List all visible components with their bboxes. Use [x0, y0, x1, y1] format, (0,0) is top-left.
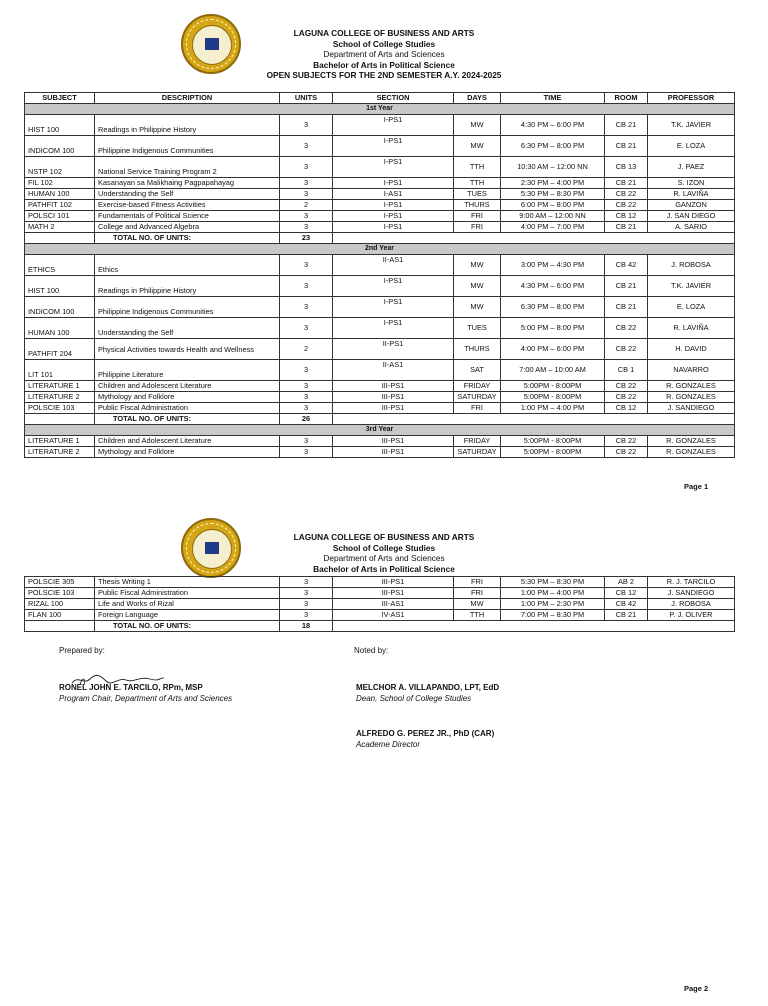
room-cell: CB 42 [605, 599, 648, 610]
time-cell: 1:00 PM – 4:00 PM [501, 403, 605, 414]
days-cell: FRI [454, 211, 501, 222]
time-cell: 4:30 PM – 6:00 PM [501, 276, 605, 297]
room-cell: CB 22 [605, 436, 648, 447]
description-cell: Mythology and Folklore [95, 392, 280, 403]
days-cell: FRIDAY [454, 381, 501, 392]
table-row [25, 255, 735, 276]
table-row [25, 222, 735, 233]
description-cell: Children and Adolescent Literature [95, 436, 280, 447]
room-cell: CB 22 [605, 447, 648, 458]
units-cell: 3 [280, 403, 333, 414]
table-header-row [25, 93, 735, 104]
time-cell: 6:30 PM – 8:00 PM [501, 297, 605, 318]
director-block [356, 729, 494, 750]
subject-cell: POLSCIE 103 [25, 588, 95, 599]
section-cell: III-PS1 [333, 588, 454, 599]
units-cell: 3 [280, 136, 333, 157]
days-cell: FRI [454, 222, 501, 233]
days-cell: SAT [454, 360, 501, 381]
professor-cell: R. LAVIÑA [648, 318, 735, 339]
subject-cell: PATHFIT 204 [25, 339, 95, 360]
units-cell: 3 [280, 255, 333, 276]
table-row [25, 200, 735, 211]
room-cell: CB 21 [605, 178, 648, 189]
professor-cell: R. GONZALES [648, 392, 735, 403]
professor-cell: T.K. JAVIER [648, 115, 735, 136]
table-row [25, 318, 735, 339]
professor-cell: E. LOZA [648, 136, 735, 157]
room-cell: AB 2 [605, 577, 648, 588]
section-cell: III-PS1 [333, 403, 454, 414]
days-cell: TTH [454, 157, 501, 178]
table-row [25, 577, 735, 588]
units-cell: 3 [280, 392, 333, 403]
table-row [25, 447, 735, 458]
total-blank [25, 233, 95, 244]
description-cell: Readings in Philippine History [95, 115, 280, 136]
total-units-row [25, 621, 735, 632]
col-units: UNITS [280, 93, 333, 104]
time-cell: 5:00PM - 8:00PM [501, 392, 605, 403]
units-cell: 3 [280, 381, 333, 392]
total-blank-rest [333, 233, 735, 244]
room-cell: CB 22 [605, 381, 648, 392]
description-cell: Understanding the Self [95, 189, 280, 200]
days-cell: SATURDAY [454, 447, 501, 458]
department-name: Department of Arts and Sciences [323, 49, 445, 59]
subject-cell: INDICOM 100 [25, 297, 95, 318]
header-text-2 [0, 532, 768, 574]
subject-cell: MATH 2 [25, 222, 95, 233]
subject-cell: INDICOM 100 [25, 136, 95, 157]
description-cell: Physical Activities towards Health and Wellness [95, 339, 280, 360]
days-cell: MW [454, 297, 501, 318]
dean-name: MELCHOR A. VILLAPANDO, LPT, EdD [356, 683, 500, 692]
table-row [25, 360, 735, 381]
program-name-2: Bachelor of Arts in Political Science [313, 563, 455, 574]
description-cell: Philippine Indigenous Communities [95, 297, 280, 318]
dean-title: Dean, School of College Studies [356, 693, 472, 703]
section-cell: I-PS1 [333, 276, 454, 297]
preparer-name: RONEL JOHN E. TARCILO, RPm, MSP [59, 683, 203, 692]
table-row [25, 297, 735, 318]
days-cell: THURS [454, 339, 501, 360]
days-cell: THURS [454, 200, 501, 211]
col-time: TIME [501, 93, 605, 104]
days-cell: FRIDAY [454, 436, 501, 447]
total-units-value: 26 [280, 414, 333, 425]
page-number-1: Page 1 [684, 482, 709, 491]
professor-cell: J. ROBOSA [648, 255, 735, 276]
room-cell: CB 12 [605, 588, 648, 599]
description-cell: Public Fiscal Administration [95, 403, 280, 414]
total-label: TOTAL NO. OF UNITS: [95, 233, 280, 244]
units-cell: 3 [280, 189, 333, 200]
professor-cell: J. ROBOSA [648, 599, 735, 610]
room-cell: CB 42 [605, 255, 648, 276]
subject-cell: HUMAN 100 [25, 318, 95, 339]
description-cell: Kasanayan sa Malikhaing Pagpapahayag [95, 178, 280, 189]
page1-header [0, 14, 768, 94]
units-cell: 3 [280, 222, 333, 233]
section-cell: II-PS1 [333, 339, 454, 360]
table-row [25, 178, 735, 189]
subject-cell: LITERATURE 1 [25, 436, 95, 447]
section-cell: II-AS1 [333, 255, 454, 276]
units-cell: 2 [280, 339, 333, 360]
professor-cell: J. PAEZ [648, 157, 735, 178]
subject-cell: POLSCIE 305 [25, 577, 95, 588]
description-cell: Life and Works of Rizal [95, 599, 280, 610]
units-cell: 3 [280, 610, 333, 621]
professor-cell: J. SANDIEGO [648, 588, 735, 599]
room-cell: CB 22 [605, 339, 648, 360]
section-cell: I-PS1 [333, 297, 454, 318]
room-cell: CB 22 [605, 200, 648, 211]
description-cell: Foreign Language [95, 610, 280, 621]
units-cell: 3 [280, 178, 333, 189]
description-cell: Fundamentals of Political Science [95, 211, 280, 222]
description-cell: Thesis Writing 1 [95, 577, 280, 588]
subject-cell: LITERATURE 1 [25, 381, 95, 392]
room-cell: CB 21 [605, 276, 648, 297]
room-cell: CB 22 [605, 318, 648, 339]
table-row [25, 136, 735, 157]
year-label: 1st Year [25, 104, 735, 115]
col-subject: SUBJECT [25, 93, 95, 104]
year-band-1 [25, 104, 735, 115]
section-cell: III-PS1 [333, 436, 454, 447]
units-cell: 3 [280, 276, 333, 297]
table-row [25, 588, 735, 599]
professor-cell: T.K. JAVIER [648, 276, 735, 297]
description-cell: College and Advanced Algebra [95, 222, 280, 233]
professor-cell: P. J. OLIVER [648, 610, 735, 621]
room-cell: CB 12 [605, 403, 648, 414]
description-cell: Understanding the Self [95, 318, 280, 339]
section-cell: I-PS1 [333, 200, 454, 211]
room-cell: CB 21 [605, 610, 648, 621]
subject-cell: LIT 101 [25, 360, 95, 381]
section-cell: I-PS1 [333, 318, 454, 339]
room-cell: CB 21 [605, 222, 648, 233]
col-days: DAYS [454, 93, 501, 104]
table-row [25, 276, 735, 297]
description-cell: Public Fiscal Administration [95, 588, 280, 599]
professor-cell: R. LAVIÑA [648, 189, 735, 200]
total-label: TOTAL NO. OF UNITS: [95, 621, 280, 632]
description-cell: National Service Training Program 2 [95, 157, 280, 178]
days-cell: TUES [454, 189, 501, 200]
year-label: 3rd Year [25, 425, 735, 436]
professor-cell: R. GONZALES [648, 436, 735, 447]
description-cell: Readings in Philippine History [95, 276, 280, 297]
units-cell: 3 [280, 115, 333, 136]
noted-by-label: Noted by: [354, 646, 389, 655]
units-cell: 3 [280, 211, 333, 222]
subject-cell: PATHFIT 102 [25, 200, 95, 211]
room-cell: CB 1 [605, 360, 648, 381]
time-cell: 6:30 PM – 8:00 PM [501, 136, 605, 157]
time-cell: 7:00 AM – 10:00 AM [501, 360, 605, 381]
schedule-table-page1 [24, 92, 735, 458]
days-cell: TTH [454, 178, 501, 189]
section-cell: I-PS1 [333, 136, 454, 157]
table-row [25, 392, 735, 403]
subject-cell: POLSCIE 103 [25, 403, 95, 414]
units-cell: 3 [280, 599, 333, 610]
professor-cell: E. LOZA [648, 297, 735, 318]
room-cell: CB 21 [605, 297, 648, 318]
days-cell: MW [454, 255, 501, 276]
days-cell: SATURDAY [454, 392, 501, 403]
section-cell: III-PS1 [333, 381, 454, 392]
time-cell: 5:00PM - 8:00PM [501, 381, 605, 392]
table-row [25, 115, 735, 136]
col-description: DESCRIPTION [95, 93, 280, 104]
subject-cell: HIST 100 [25, 276, 95, 297]
subject-cell: NSTP 102 [25, 157, 95, 178]
table-row [25, 189, 735, 200]
section-cell: I-AS1 [333, 189, 454, 200]
days-cell: MW [454, 276, 501, 297]
time-cell: 5:00PM - 8:00PM [501, 447, 605, 458]
year-band-2 [25, 244, 735, 255]
professor-cell: R. GONZALES [648, 447, 735, 458]
table-row [25, 381, 735, 392]
description-cell: Ethics [95, 255, 280, 276]
time-cell: 2:30 PM – 4:00 PM [501, 178, 605, 189]
days-cell: MW [454, 599, 501, 610]
table-row [25, 157, 735, 178]
units-cell: 3 [280, 360, 333, 381]
subject-cell: HUMAN 100 [25, 189, 95, 200]
total-units-value: 23 [280, 233, 333, 244]
section-cell: I-PS1 [333, 115, 454, 136]
preparer-block [59, 683, 232, 704]
professor-cell: NAVARRO [648, 360, 735, 381]
header-text [0, 28, 768, 81]
total-blank [25, 414, 95, 425]
room-cell: CB 21 [605, 136, 648, 157]
table-row [25, 339, 735, 360]
table-row [25, 436, 735, 447]
time-cell: 7:00 PM – 8:30 PM [501, 610, 605, 621]
program-name: Bachelor of Arts in Political Science [313, 59, 455, 70]
dean-block [356, 683, 499, 704]
section-cell: III-PS1 [333, 447, 454, 458]
school-name: School of College Studies [332, 38, 436, 49]
section-cell: III-PS1 [333, 392, 454, 403]
days-cell: MW [454, 136, 501, 157]
time-cell: 4:00 PM – 7:00 PM [501, 222, 605, 233]
units-cell: 3 [280, 157, 333, 178]
total-units-row [25, 233, 735, 244]
document-title: OPEN SUBJECTS FOR THE 2ND SEMESTER A.Y. 2024-2025 [266, 70, 502, 80]
days-cell: MW [454, 115, 501, 136]
subject-cell: HIST 100 [25, 115, 95, 136]
director-title: Academe Director [356, 739, 421, 749]
units-cell: 3 [280, 577, 333, 588]
days-cell: TTH [454, 610, 501, 621]
section-cell: II-AS1 [333, 360, 454, 381]
section-cell: III-PS1 [333, 577, 454, 588]
total-units-row [25, 414, 735, 425]
schedule-table-page2 [24, 576, 735, 632]
subject-cell: LITERATURE 2 [25, 392, 95, 403]
time-cell: 3:00 PM – 4:30 PM [501, 255, 605, 276]
time-cell: 4:00 PM – 6:00 PM [501, 339, 605, 360]
days-cell: TUES [454, 318, 501, 339]
professor-cell: A. SARIO [648, 222, 735, 233]
total-blank-rest [333, 414, 735, 425]
units-cell: 3 [280, 588, 333, 599]
room-cell: CB 22 [605, 189, 648, 200]
units-cell: 3 [280, 447, 333, 458]
subject-cell: ETHICS [25, 255, 95, 276]
section-cell: I-PS1 [333, 222, 454, 233]
section-cell: I-PS1 [333, 178, 454, 189]
prepared-by-label: Prepared by: [59, 646, 105, 655]
room-cell: CB 22 [605, 392, 648, 403]
table-row [25, 599, 735, 610]
college-name: LAGUNA COLLEGE OF BUSINESS AND ARTS [293, 28, 475, 38]
time-cell: 9:00 AM – 12:00 NN [501, 211, 605, 222]
school-name-2: School of College Studies [332, 542, 436, 553]
col-professor: PROFESSOR [648, 93, 735, 104]
year-band-3 [25, 425, 735, 436]
description-cell: Philippine Literature [95, 360, 280, 381]
year-label: 2nd Year [25, 244, 735, 255]
table-row [25, 211, 735, 222]
time-cell: 5:00PM - 8:00PM [501, 436, 605, 447]
description-cell: Exercise-based Fitness Activities [95, 200, 280, 211]
college-name-2: LAGUNA COLLEGE OF BUSINESS AND ARTS [293, 532, 475, 542]
subject-cell: FIL 102 [25, 178, 95, 189]
preparer-title: Program Chair, Department of Arts and Sciences [59, 693, 233, 703]
total-label: TOTAL NO. OF UNITS: [95, 414, 280, 425]
total-units-value: 18 [280, 621, 333, 632]
subject-cell: FLAN 100 [25, 610, 95, 621]
time-cell: 5:30 PM – 8:30 PM [501, 577, 605, 588]
professor-cell: S. IZON [648, 178, 735, 189]
time-cell: 5:00 PM – 8:00 PM [501, 318, 605, 339]
section-cell: IV-AS1 [333, 610, 454, 621]
room-cell: CB 12 [605, 211, 648, 222]
time-cell: 1:00 PM – 4:00 PM [501, 588, 605, 599]
units-cell: 3 [280, 436, 333, 447]
director-name: ALFREDO G. PEREZ JR., PhD (CAR) [356, 729, 495, 738]
section-cell: III-AS1 [333, 599, 454, 610]
table-row [25, 403, 735, 414]
section-cell: I-PS1 [333, 157, 454, 178]
table-row [25, 610, 735, 621]
time-cell: 4:30 PM – 6:00 PM [501, 115, 605, 136]
description-cell: Mythology and Folklore [95, 447, 280, 458]
days-cell: FRI [454, 577, 501, 588]
time-cell: 10:30 AM – 12:00 NN [501, 157, 605, 178]
units-cell: 3 [280, 297, 333, 318]
units-cell: 3 [280, 318, 333, 339]
total-blank-rest [333, 621, 735, 632]
time-cell: 6:00 PM – 8:00 PM [501, 200, 605, 211]
section-cell: I-PS1 [333, 211, 454, 222]
time-cell: 5:30 PM – 8:30 PM [501, 189, 605, 200]
subject-cell: POLSCI 101 [25, 211, 95, 222]
room-cell: CB 13 [605, 157, 648, 178]
professor-cell: GANZON [648, 200, 735, 211]
department-name-2: Department of Arts and Sciences [323, 553, 445, 563]
time-cell: 1:00 PM – 2:30 PM [501, 599, 605, 610]
days-cell: FRI [454, 403, 501, 414]
professor-cell: J. SAN DIEGO [648, 211, 735, 222]
col-room: ROOM [605, 93, 648, 104]
description-cell: Children and Adolescent Literature [95, 381, 280, 392]
professor-cell: H. DAVID [648, 339, 735, 360]
total-blank [25, 621, 95, 632]
page-number-2: Page 2 [684, 984, 709, 993]
col-section: SECTION [333, 93, 454, 104]
days-cell: FRI [454, 588, 501, 599]
professor-cell: R. GONZALES [648, 381, 735, 392]
description-cell: Philippine Indigenous Communities [95, 136, 280, 157]
professor-cell: J. SANDIEGO [648, 403, 735, 414]
subject-cell: RIZAL 100 [25, 599, 95, 610]
professor-cell: R. J. TARCILO [648, 577, 735, 588]
subject-cell: LITERATURE 2 [25, 447, 95, 458]
room-cell: CB 21 [605, 115, 648, 136]
units-cell: 2 [280, 200, 333, 211]
